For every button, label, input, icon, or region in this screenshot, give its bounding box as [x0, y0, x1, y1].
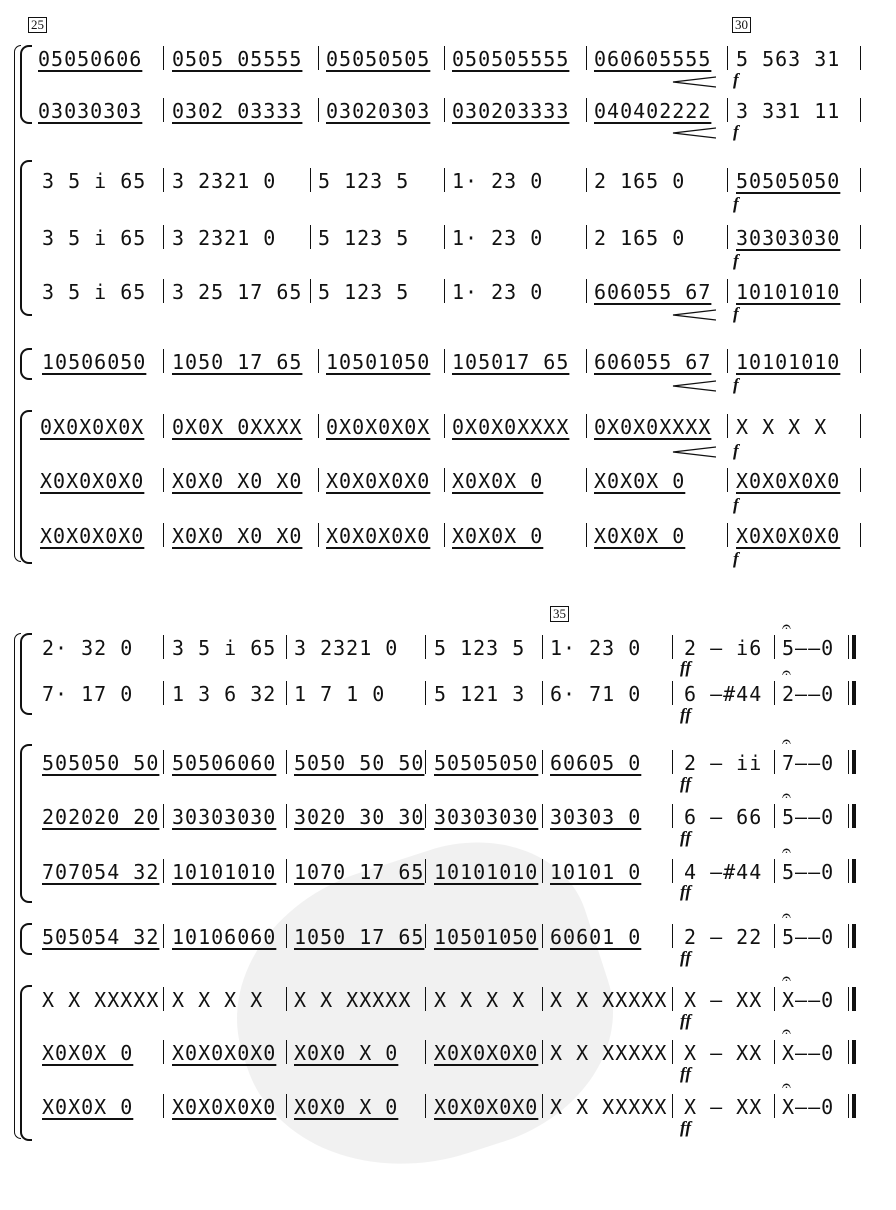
measure-33: 5050 50 50 [294, 751, 425, 775]
measure-28: 1· 23 0 [452, 280, 544, 304]
barline [774, 1040, 775, 1064]
measure-31: 202020 20 [42, 805, 160, 829]
barline [318, 468, 319, 492]
staff-row-a2 [0, 679, 896, 709]
barline [310, 279, 311, 303]
fermata-icon: 𝄐 [782, 971, 791, 988]
final-barline [848, 804, 849, 828]
measure-30: 3 331 11 [736, 99, 841, 123]
crescendo-hairpin [672, 309, 716, 321]
dynamic-forte: f [733, 495, 739, 514]
barline [860, 523, 861, 547]
barline [586, 168, 587, 192]
barline [163, 168, 164, 192]
barline [672, 987, 673, 1011]
dynamic-forte: f [733, 375, 739, 394]
measure-34: X0X0X0X0 [434, 1041, 539, 1065]
barline [542, 750, 543, 774]
barline [542, 924, 543, 948]
rehearsal-mark-35: 35 [550, 606, 569, 622]
measure-33: 1050 17 65 [294, 925, 425, 949]
staff-row-a1 [0, 633, 896, 663]
measure-27: 05050505 [326, 47, 431, 71]
dynamic-forte: f [733, 70, 739, 89]
barline [425, 924, 426, 948]
measure-29: 606055 67 [594, 350, 712, 374]
measure-37: 5––0 [782, 636, 835, 660]
barline [586, 46, 587, 70]
measure-34: X0X0X0X0 [434, 1095, 539, 1119]
barline [444, 279, 445, 303]
barline [163, 414, 164, 438]
measure-36: 4 –#44 [684, 860, 763, 884]
barline [860, 468, 861, 492]
barline [727, 46, 728, 70]
measure-35: 60601 0 [550, 925, 642, 949]
dynamic-forte: f [733, 304, 739, 323]
barline [727, 349, 728, 373]
measure-37: 5––0 [782, 860, 835, 884]
staff-row-d1 [0, 412, 896, 442]
staff-row-c1 [0, 347, 896, 377]
measure-33: 3020 30 30 [294, 805, 425, 829]
dynamic-forte: f [733, 251, 739, 270]
barline [672, 924, 673, 948]
measure-25: 3 5 i 65 [42, 226, 147, 250]
barline [860, 168, 861, 192]
barline [163, 523, 164, 547]
staff-row-a2 [0, 96, 896, 126]
rehearsal-mark-25: 25 [28, 17, 47, 33]
final-barline [848, 681, 849, 705]
barline [318, 523, 319, 547]
dynamic-fortissimo: ff [680, 1118, 692, 1137]
barline [286, 681, 287, 705]
measure-32: 1 3 6 32 [172, 682, 277, 706]
rehearsal-mark-30: 30 [732, 17, 751, 33]
barline [425, 635, 426, 659]
measure-34: 10101010 [434, 860, 539, 884]
barline [542, 1040, 543, 1064]
measure-30: 10101010 [736, 350, 841, 374]
measure-26: X0X0 X0 X0 [172, 524, 303, 548]
measure-34: 10501050 [434, 925, 539, 949]
barline [286, 924, 287, 948]
measure-28: 0X0X0XXXX [452, 415, 570, 439]
fermata-icon: 𝄐 [782, 619, 791, 636]
barline [542, 635, 543, 659]
measure-27: X0X0X0X0 [326, 469, 431, 493]
final-barline [848, 1094, 849, 1118]
measure-27: 10501050 [326, 350, 431, 374]
barline [672, 635, 673, 659]
measure-35: 30303 0 [550, 805, 642, 829]
barline [672, 1094, 673, 1118]
barline [318, 46, 319, 70]
barline [860, 98, 861, 122]
final-barline [848, 987, 849, 1011]
measure-29: 060605555 [594, 47, 712, 71]
dynamic-fortissimo: ff [680, 1011, 692, 1030]
measure-27: 5 123 5 [318, 169, 410, 193]
measure-26: 0505 05555 [172, 47, 303, 71]
fermata-icon: 𝄐 [782, 788, 791, 805]
measure-31: X X XXXXX [42, 988, 160, 1012]
barline [310, 168, 311, 192]
measure-28: X0X0X 0 [452, 469, 544, 493]
measure-29: X0X0X 0 [594, 524, 686, 548]
barline [444, 225, 445, 249]
barline [163, 1094, 164, 1118]
barline [586, 414, 587, 438]
final-barline [848, 924, 849, 948]
barline [425, 681, 426, 705]
barline [774, 987, 775, 1011]
barline [163, 750, 164, 774]
measure-37: X––0 [782, 1095, 835, 1119]
staff-row-b2 [0, 223, 896, 253]
barline [425, 804, 426, 828]
dynamic-fortissimo: ff [680, 828, 692, 847]
staff-row-d2 [0, 1038, 896, 1068]
measure-26: 3 2321 0 [172, 226, 277, 250]
barline [542, 1094, 543, 1118]
barline [163, 1040, 164, 1064]
barline [727, 523, 728, 547]
barline [586, 225, 587, 249]
barline [425, 1040, 426, 1064]
measure-26: X0X0 X0 X0 [172, 469, 303, 493]
measure-33: X0X0 X 0 [294, 1095, 399, 1119]
barline [163, 924, 164, 948]
measure-35: X X XXXXX [550, 1095, 668, 1119]
staff-row-b1 [0, 748, 896, 778]
barline [444, 349, 445, 373]
barline [774, 924, 775, 948]
measure-34: 30303030 [434, 805, 539, 829]
barline [672, 681, 673, 705]
measure-31: 505054 32 [42, 925, 160, 949]
measure-36: 6 –#44 [684, 682, 763, 706]
measure-32: 3 5 i 65 [172, 636, 277, 660]
measure-34: X X X X [434, 988, 526, 1012]
staff-row-b3 [0, 857, 896, 887]
measure-27: 0X0X0X0X [326, 415, 431, 439]
measure-36: 6 – 66 [684, 805, 763, 829]
measure-35: 6· 71 0 [550, 682, 642, 706]
barline [163, 46, 164, 70]
measure-36: X – XX [684, 988, 763, 1012]
measure-28: 1· 23 0 [452, 169, 544, 193]
staff-row-b2 [0, 802, 896, 832]
barline [444, 414, 445, 438]
final-barline [848, 859, 849, 883]
barline [672, 750, 673, 774]
measure-28: 105017 65 [452, 350, 570, 374]
measure-36: 2 – ii [684, 751, 763, 775]
barline [425, 1094, 426, 1118]
measure-25: 10506050 [42, 350, 147, 374]
barline [727, 168, 728, 192]
measure-35: 10101 0 [550, 860, 642, 884]
measure-36: X – XX [684, 1095, 763, 1119]
barline [860, 349, 861, 373]
measure-31: X0X0X 0 [42, 1095, 134, 1119]
measure-25: 03030303 [38, 99, 143, 123]
fermata-icon: 𝄐 [782, 1078, 791, 1095]
measure-26: 0X0X 0XXXX [172, 415, 303, 439]
barline [310, 225, 311, 249]
barline [727, 468, 728, 492]
measure-34: 50505050 [434, 751, 539, 775]
barline [163, 987, 164, 1011]
measure-37: X––0 [782, 1041, 835, 1065]
barline [586, 279, 587, 303]
barline [318, 98, 319, 122]
barline [542, 859, 543, 883]
crescendo-hairpin [672, 380, 716, 392]
measure-32: X0X0X0X0 [172, 1095, 277, 1119]
barline [318, 414, 319, 438]
dynamic-forte: f [733, 441, 739, 460]
dynamic-forte: f [733, 549, 739, 568]
measure-33: X X XXXXX [294, 988, 412, 1012]
measure-26: 3 2321 0 [172, 169, 277, 193]
measure-29: 2 165 0 [594, 226, 686, 250]
staff-row-b1 [0, 166, 896, 196]
measure-25: 05050606 [38, 47, 143, 71]
final-barline [848, 635, 849, 659]
dynamic-fortissimo: ff [680, 705, 692, 724]
barline [586, 98, 587, 122]
barline [425, 987, 426, 1011]
barline [774, 804, 775, 828]
barline [727, 279, 728, 303]
barline [774, 635, 775, 659]
staff-row-d2 [0, 466, 896, 496]
barline [425, 859, 426, 883]
barline [727, 98, 728, 122]
barline [163, 859, 164, 883]
barline [444, 98, 445, 122]
measure-31: 505050 50 [42, 751, 160, 775]
measure-37: 5––0 [782, 805, 835, 829]
measure-36: 2 – i6 [684, 636, 763, 660]
barline [444, 523, 445, 547]
barline [163, 225, 164, 249]
measure-37: 2––0 [782, 682, 835, 706]
barline [672, 859, 673, 883]
measure-32: 10101010 [172, 860, 277, 884]
measure-28: 1· 23 0 [452, 226, 544, 250]
barline [586, 523, 587, 547]
staff-row-c1 [0, 922, 896, 952]
measure-28: 050505555 [452, 47, 570, 71]
barline [286, 804, 287, 828]
measure-37: X––0 [782, 988, 835, 1012]
measure-37: 5––0 [782, 925, 835, 949]
measure-28: 030203333 [452, 99, 570, 123]
fermata-icon: 𝄐 [782, 908, 791, 925]
dynamic-fortissimo: ff [680, 658, 692, 677]
measure-36: X – XX [684, 1041, 763, 1065]
measure-27: X0X0X0X0 [326, 524, 431, 548]
barline [163, 804, 164, 828]
dynamic-forte: f [733, 122, 739, 141]
barline [672, 804, 673, 828]
barline [542, 987, 543, 1011]
measure-25: X0X0X0X0 [40, 469, 145, 493]
dynamic-fortissimo: ff [680, 1064, 692, 1083]
barline [163, 681, 164, 705]
barline [774, 859, 775, 883]
barline [163, 279, 164, 303]
measure-32: X0X0X0X0 [172, 1041, 277, 1065]
barline [286, 635, 287, 659]
measure-35: X X XXXXX [550, 988, 668, 1012]
measure-25: X0X0X0X0 [40, 524, 145, 548]
measure-29: X0X0X 0 [594, 469, 686, 493]
barline [163, 635, 164, 659]
measure-25: 3 5 i 65 [42, 169, 147, 193]
barline [286, 987, 287, 1011]
measure-27: 5 123 5 [318, 280, 410, 304]
barline [286, 1040, 287, 1064]
crescendo-hairpin [672, 446, 716, 458]
measure-34: 5 121 3 [434, 682, 526, 706]
measure-25: 0X0X0X0X [40, 415, 145, 439]
measure-30: 50505050 [736, 169, 841, 193]
measure-31: 707054 32 [42, 860, 160, 884]
barline [727, 225, 728, 249]
measure-30: X X X X [736, 415, 828, 439]
measure-26: 1050 17 65 [172, 350, 303, 374]
measure-32: 30303030 [172, 805, 277, 829]
fermata-icon: 𝄐 [782, 843, 791, 860]
measure-33: X0X0 X 0 [294, 1041, 399, 1065]
measure-27: 03020303 [326, 99, 431, 123]
barline [542, 681, 543, 705]
barline [860, 225, 861, 249]
measure-30: 30303030 [736, 226, 841, 250]
barline [163, 98, 164, 122]
measure-31: 2· 32 0 [42, 636, 134, 660]
measure-29: 040402222 [594, 99, 712, 123]
measure-33: 1 7 1 0 [294, 682, 386, 706]
measure-30: 5 563 31 [736, 47, 841, 71]
measure-26: 0302 03333 [172, 99, 303, 123]
measure-30: 10101010 [736, 280, 841, 304]
dynamic-fortissimo: ff [680, 948, 692, 967]
measure-35: 60605 0 [550, 751, 642, 775]
barline [286, 859, 287, 883]
barline [774, 681, 775, 705]
barline [444, 468, 445, 492]
staff-row-b3 [0, 277, 896, 307]
barline [286, 750, 287, 774]
barline [774, 750, 775, 774]
measure-32: 50506060 [172, 751, 277, 775]
barline [774, 1094, 775, 1118]
barline [586, 349, 587, 373]
measure-31: 7· 17 0 [42, 682, 134, 706]
measure-34: 5 123 5 [434, 636, 526, 660]
final-barline [848, 750, 849, 774]
final-barline [848, 1040, 849, 1064]
barline [860, 414, 861, 438]
dynamic-forte: f [733, 194, 739, 213]
crescendo-hairpin [672, 127, 716, 139]
barline [286, 1094, 287, 1118]
measure-33: 1070 17 65 [294, 860, 425, 884]
barline [860, 46, 861, 70]
measure-35: 1· 23 0 [550, 636, 642, 660]
measure-27: 5 123 5 [318, 226, 410, 250]
barline [860, 279, 861, 303]
measure-36: 2 – 22 [684, 925, 763, 949]
fermata-icon: 𝄐 [782, 665, 791, 682]
staff-row-a1 [0, 44, 896, 74]
measure-32: 10106060 [172, 925, 277, 949]
staff-row-d3 [0, 521, 896, 551]
measure-29: 0X0X0XXXX [594, 415, 712, 439]
fermata-icon: 𝄐 [782, 734, 791, 751]
measure-35: X X XXXXX [550, 1041, 668, 1065]
barline [586, 468, 587, 492]
measure-33: 3 2321 0 [294, 636, 399, 660]
staff-row-d1 [0, 985, 896, 1015]
measure-30: X0X0X0X0 [736, 524, 841, 548]
measure-29: 2 165 0 [594, 169, 686, 193]
barline [672, 1040, 673, 1064]
barline [444, 46, 445, 70]
staff-row-d3 [0, 1092, 896, 1122]
measure-32: X X X X [172, 988, 264, 1012]
fermata-icon: 𝄐 [782, 1024, 791, 1041]
barline [542, 804, 543, 828]
measure-30: X0X0X0X0 [736, 469, 841, 493]
measure-31: X0X0X 0 [42, 1041, 134, 1065]
barline [425, 750, 426, 774]
barline [727, 414, 728, 438]
measure-28: X0X0X 0 [452, 524, 544, 548]
barline [444, 168, 445, 192]
barline [163, 349, 164, 373]
measure-26: 3 25 17 65 [172, 280, 303, 304]
dynamic-fortissimo: ff [680, 774, 692, 793]
measure-25: 3 5 i 65 [42, 280, 147, 304]
crescendo-hairpin [672, 76, 716, 88]
measure-37: 7––0 [782, 751, 835, 775]
barline [318, 349, 319, 373]
measure-29: 606055 67 [594, 280, 712, 304]
barline [163, 468, 164, 492]
dynamic-fortissimo: ff [680, 882, 692, 901]
